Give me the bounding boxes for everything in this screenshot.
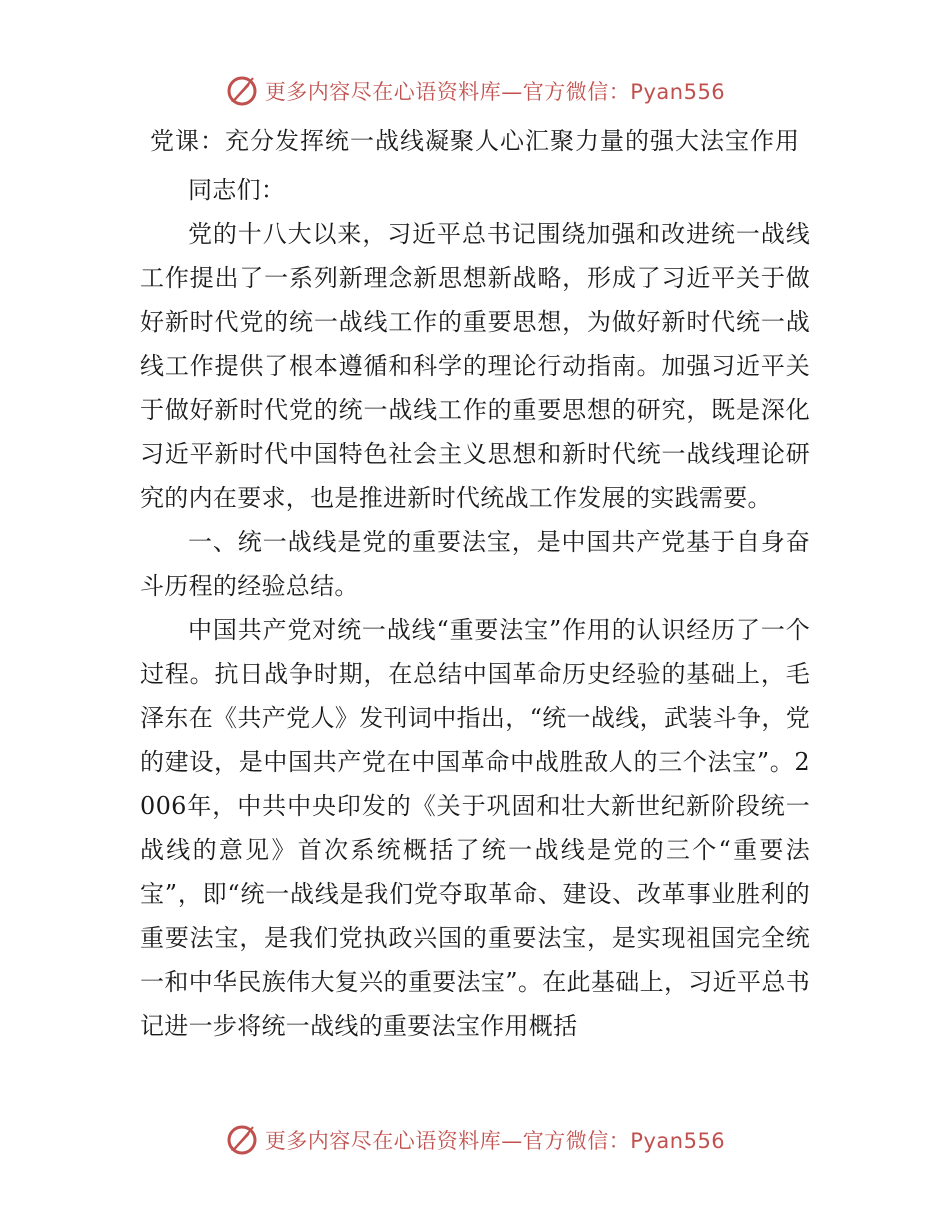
document-body (140, 168, 810, 1048)
watermark-text: 更多内容尽在心语资料库—官方微信：Pyan556 (264, 1129, 726, 1153)
document-title: 党课：充分发挥统一战线凝聚人心汇聚力量的强大法宝作用 (150, 127, 800, 155)
quill-logo-icon (225, 1123, 259, 1157)
paragraph-2: 一、统一战线是党的重要法宝，是中国共产党基于自身奋斗历程的经验总结。 (140, 528, 810, 600)
paragraph-1: 党的十八大以来，习近平总书记围绕加强和改进统一战线工作提出了一系列新理念新思想新战略，形成了习近平关于做好新时代党的统一战线工作的重要思想，为做好新时代统一战线工作提供了根本遵循和科学的理论行动指南。加强习近平关于做好新时代党的统一战线工作的重要思想的研究，既是深化习近平新时代中国特色社会主义思想和新时代统一战线理论研究的内在要求，也是推进新时代统战工作发展的实践需要。 (140, 220, 810, 512)
quill-logo-icon (225, 74, 259, 108)
watermark-footer (0, 1120, 950, 1160)
watermark-text: 更多内容尽在心语资料库—官方微信：Pyan556 (264, 80, 726, 104)
salutation: 同志们： (188, 176, 286, 204)
watermark-header (0, 71, 950, 111)
paragraph-3: 中国共产党对统一战线“重要法宝”作用的认识经历了一个过程。抗日战争时期，在总结中国革命历史经验的基础上，毛泽东在《共产党人》发刊词中指出，“统一战线，武装斗争，党的建设，是中国共产党在中国革命中战胜敌人的三个法宝”。2006年，中共中央印发的《关于巩固和壮大新世纪新阶段统一战线的意见》首次系统概括了统一战线是党的三个“重要法宝”，即“统一战线是我们党夺取革命、建设、改革事业胜利的重要法宝，是我们党执政兴国的重要法宝，是实现祖国完全统一和中华民族伟大复兴的重要法宝”。在此基础上，习近平总书记进一步将统一战线的重要法宝作用概括 (140, 616, 810, 1040)
